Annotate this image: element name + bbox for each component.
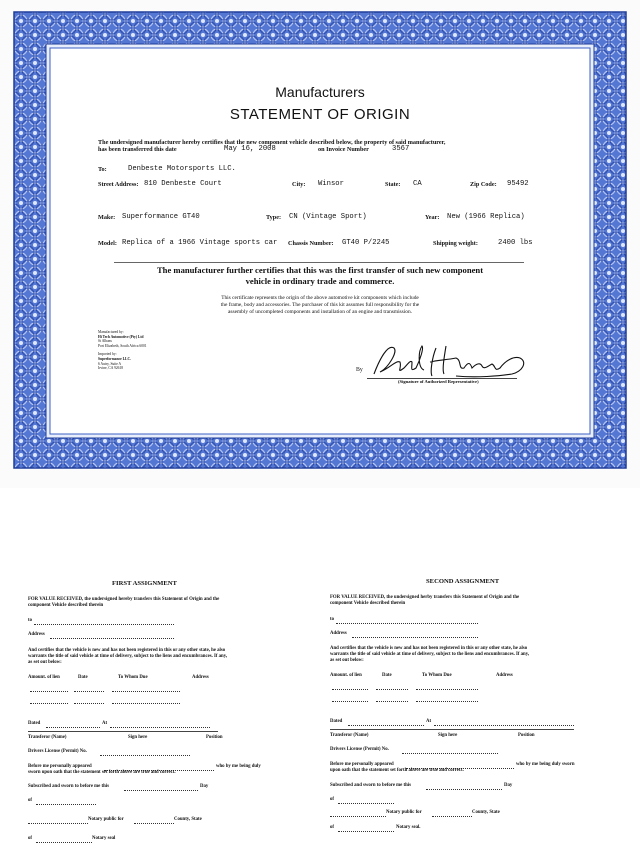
year-label: Year:	[425, 214, 440, 221]
second-county-line	[432, 816, 472, 817]
first-seal-label: Notary seal	[92, 836, 116, 841]
first-before-line-1a: Before me personally appeared	[28, 764, 92, 769]
second-for-value-line-1: FOR VALUE RECEIVED, the undersigned herby transfers this Statement of Origin and the	[330, 595, 520, 600]
first-position-label: Position	[206, 735, 223, 740]
invoice-number: 3567	[392, 145, 410, 153]
model-label: Model:	[98, 240, 117, 247]
model-value: Replica of a 1966 Vintage sports car	[122, 239, 278, 247]
second-day-line	[426, 789, 502, 790]
first-certify-line-3: as set out below:	[28, 660, 62, 665]
first-before-line-2: sworn upon oath that the statement set forth above are true and correct.	[28, 770, 176, 775]
chassis-label: Chassis Number:	[288, 240, 334, 247]
chassis-value: GT40 P/2245	[342, 239, 390, 247]
state-label: State:	[385, 181, 401, 188]
second-day-label: Day	[504, 783, 513, 788]
first-signature-line	[28, 731, 218, 732]
first-subscribed-label: Subscribed and sworn to before me this	[28, 784, 109, 789]
to-label: To:	[98, 166, 107, 173]
mfg-label: Manufactured by:	[98, 330, 124, 334]
first-day-label: Day	[200, 784, 209, 789]
first-lien-line	[30, 691, 68, 692]
type-label: Type:	[266, 214, 282, 221]
second-before-line-1b: who by me being duly sworn	[516, 762, 575, 767]
first-of-label: of	[28, 798, 32, 803]
second-notary-line	[330, 816, 386, 817]
intro-line-2-label: has been transferred this date	[98, 146, 177, 153]
first-county-label: County, State	[174, 817, 202, 822]
first-of-line	[36, 804, 96, 805]
second-lien-line	[332, 701, 368, 702]
second-of-label-2: of	[330, 825, 334, 830]
type-value: CN (Vintage Sport)	[289, 213, 367, 221]
origin-paragraph	[162, 295, 478, 315]
para-line-2: the frame, body and accessories. The purchaser of this kit assumes full responsibility for the	[220, 301, 420, 308]
manufacturer-block	[98, 330, 147, 371]
second-before-line-1a: Before me personally appeared	[330, 762, 394, 767]
first-for-value-line-1: FOR VALUE RECEIVED, the undersigned hereby transfers this Statement of Origin and the	[28, 597, 220, 602]
make-value: Superformance GT40	[122, 213, 200, 221]
first-col-amount: Amount. of lien	[28, 675, 60, 680]
second-assignment-title: SECOND ASSIGNMENT	[426, 578, 500, 585]
first-at-label: At	[102, 721, 108, 726]
second-license-label: Drivers License (Permit) No.	[330, 747, 389, 752]
second-sign-here: Sign here	[438, 733, 458, 738]
second-certify-line-3: as set out below:	[330, 658, 364, 663]
first-lien-line	[30, 703, 68, 704]
certificate-title-statement: STATEMENT OF ORIGIN	[229, 106, 411, 123]
first-col-date: Date	[78, 675, 88, 680]
certificate-title-manufacturers: Manufacturers	[275, 84, 365, 100]
year-value: New (1966 Replica)	[447, 213, 525, 221]
imp-addr-1: 6 Autry, Suite A	[98, 361, 122, 366]
first-col-address: Address	[192, 675, 209, 680]
first-day-line	[124, 790, 198, 791]
first-assignment	[0, 494, 320, 865]
second-signature-line	[330, 729, 574, 730]
state-value: CA	[413, 180, 422, 188]
second-col-address: Address	[496, 673, 513, 678]
first-dated-line	[46, 727, 100, 728]
second-notary-label: Notary public for	[386, 810, 422, 815]
first-dated-label: Dated	[28, 721, 41, 726]
first-to-line	[34, 624, 174, 625]
zip-label: Zip Code:	[470, 181, 497, 188]
city-value: Winsor	[318, 180, 344, 188]
street-value: 810 Denbeste Court	[144, 180, 222, 188]
first-license-line	[100, 755, 190, 756]
first-assignment-title: FIRST ASSIGNMENT	[112, 580, 177, 587]
to-value: Denbeste Motorsports LLC.	[128, 165, 236, 173]
zip-value: 95492	[507, 180, 529, 188]
second-lien-line	[416, 689, 478, 690]
first-to-label: to	[28, 618, 32, 623]
second-transferor-label: Transferor (Name)	[330, 733, 369, 738]
transfer-date: May 16, 2008	[224, 145, 276, 153]
make-label: Make:	[98, 214, 116, 221]
second-before-line-2: upon oath that the statement set forth above are true and correct.	[330, 768, 464, 773]
second-dated-line	[348, 725, 424, 726]
further-line-2: vehicle in ordinary trade and commerce.	[245, 276, 395, 286]
mfg-addr-2: Port Elizabeth, South Africa 6001	[98, 343, 147, 348]
second-lien-line	[332, 689, 368, 690]
second-lien-line	[416, 701, 478, 702]
first-address-line	[50, 638, 174, 639]
first-for-value-line-2: component Vehicle described therein	[28, 603, 104, 608]
second-subscribed-label: Subscribed and sworn to before me this	[330, 783, 411, 788]
by-label: By	[356, 367, 363, 373]
second-col-date: Date	[382, 673, 392, 678]
second-certify-line-1: And certifies that the vehicle is new and has not been registered in this or any other state, he also	[330, 646, 528, 651]
first-address-label: Address	[28, 632, 45, 637]
para-line-1: This certificate represents the origin of the above automotive kit components which include	[221, 295, 419, 301]
second-address-label: Address	[330, 631, 347, 636]
second-of-label: of	[330, 797, 334, 802]
para-line-3: assembly of uncompleted components and installation of an engine and transmission.	[228, 308, 412, 315]
first-before-line-1b: who by me being duly	[216, 764, 261, 769]
first-county-line	[134, 823, 174, 824]
first-license-label: Drivers License (Permit) No.	[28, 749, 87, 754]
second-to-line	[336, 623, 478, 624]
second-county-label: County, State	[472, 810, 500, 815]
second-at-label: At	[426, 719, 432, 724]
first-lien-line	[112, 703, 180, 704]
imp-addr-2: Irvine, CA 92618	[98, 366, 124, 371]
second-license-line	[402, 753, 498, 754]
weight-label: Shipping weight:	[433, 240, 478, 247]
second-lien-line	[376, 689, 408, 690]
second-seal-label: Notary seal.	[396, 825, 421, 830]
second-of-line-2	[338, 831, 394, 832]
invoice-label: on Invoice Number	[318, 146, 369, 153]
further-line-1: The manufacturer further certifies that this was the first transfer of such new component	[156, 265, 484, 275]
second-assignment	[320, 494, 640, 865]
second-col-amount: Amount. of lien	[330, 673, 362, 678]
street-label: Street Address:	[98, 181, 139, 188]
first-sign-here: Sign here	[128, 735, 148, 740]
second-col-to-whom: To Whom Due	[422, 673, 452, 678]
imp-name: Superformance LLC.	[98, 356, 131, 361]
second-at-line	[434, 725, 574, 726]
first-of-label-2: of	[28, 836, 32, 841]
second-dated-label: Dated	[330, 719, 343, 724]
first-at-line	[110, 727, 210, 728]
signature-caption: (Signature of Authorized Representative)	[398, 379, 479, 384]
weight-value: 2400 lbs	[498, 239, 533, 247]
mfg-addr-1: St Albans	[98, 339, 112, 344]
second-for-value-line-2: component Vehicle described therein	[330, 601, 406, 606]
first-transferor-label: Transferor (Name)	[28, 735, 67, 740]
first-lien-line	[74, 703, 104, 704]
intro-line-1: The undersigned manufacturer hereby certifies that the new component vehicle described below, the property of said manufacturer,	[98, 139, 446, 146]
second-of-line	[338, 803, 394, 804]
divider	[114, 262, 524, 263]
first-lien-line	[112, 691, 180, 692]
first-notary-line	[28, 823, 88, 824]
mfg-name: Hi Tech Automotive (Pty) Ltd	[98, 334, 144, 339]
first-certify-line-2: warrants the title of said vehicle at time of delivery, subject to the liens and encumbrances. If any,	[28, 654, 228, 659]
second-to-label: to	[330, 617, 334, 622]
first-of-line-2	[36, 842, 92, 843]
second-address-line	[352, 637, 478, 638]
city-label: City:	[292, 181, 306, 188]
first-certify-line-1: And certifies that the vehicle is new and has not been registered in this or any other state, he also	[28, 648, 226, 653]
first-notary-label: Notary public for	[88, 817, 124, 822]
first-lien-line	[74, 691, 104, 692]
further-certification	[92, 265, 548, 287]
certificate-body	[52, 50, 588, 432]
second-position-label: Position	[518, 733, 535, 738]
second-certify-line-2: warrants the title of said vehicle at time of delivery, subject to the liens and encumbrances. If any,	[330, 652, 530, 657]
first-col-to-whom: To Whom Due	[118, 675, 148, 680]
second-lien-line	[376, 701, 408, 702]
imp-label: Imported by:	[98, 352, 117, 357]
